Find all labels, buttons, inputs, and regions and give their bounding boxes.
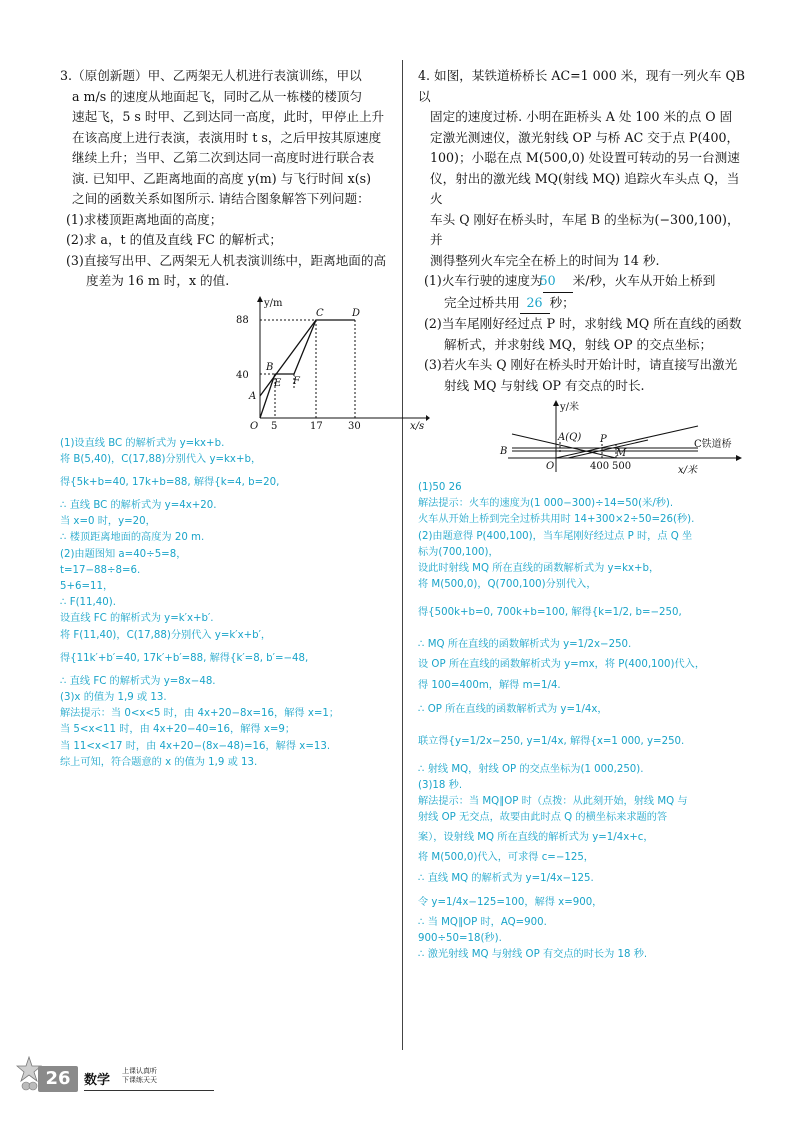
q3-answer-line: 当 x=0 时，y=20，	[60, 516, 156, 528]
q4-part-1-mid: 米/秒，火车从开始上桥到	[572, 273, 716, 288]
q3-y-tick-88: 88	[236, 314, 249, 326]
footer-tagline-1: 上课认真听	[122, 1067, 157, 1075]
q4-part-1-pre: (1)火车行驶的速度为	[424, 273, 543, 288]
q3-line: 之间的函数关系如图所示. 请结合图象解答下列问题：	[72, 191, 370, 206]
q3-x-tick-5: 5	[271, 420, 278, 430]
q3-line: 继续上升；当甲、乙第二次到达同一高度时进行联合表	[72, 150, 375, 165]
q3-answer-line: 得{5k+b=40, 17k+b=88, 解得{k=4, b=20,	[60, 476, 280, 488]
q3-x-tick-17: 17	[310, 420, 323, 430]
q4-x-label: x/米	[678, 465, 698, 476]
q4-line: 100)；小聪在点 M(500,0) 处设置可转动的另一台测速	[430, 150, 740, 165]
q3-x-tick-30: 30	[348, 420, 361, 430]
q4-part-1-post: 秒；	[549, 294, 575, 310]
q4-answer-line: 令 y=1/4x−125=100，解得 x=900，	[418, 896, 603, 908]
q4-label-a-q: A(Q)	[558, 432, 582, 443]
q3-x-label: x/s	[410, 420, 425, 430]
q3-answer-line: t=17−88÷8=6.	[60, 564, 141, 576]
q4-answer-line: ∴ 射线 MQ，射线 OP 的交点坐标为(1 000,250).	[418, 763, 644, 775]
q4-answer-line: 设 OP 所在直线的函数解析式为 y=mx，将 P(400,100)代入，	[418, 659, 706, 671]
q4-answer-line: ∴ MQ 所在直线的函数解析式为 y=1/2x−250.	[418, 639, 632, 651]
q4-label-500: 500	[612, 461, 632, 472]
q3-answer-line: ∴ 楼顶距离地面的高度为 20 m.	[60, 532, 205, 544]
q4-part-1-line2: 完全过桥共用	[444, 294, 520, 310]
q3-answer-line: (1)设直线 BC 的解析式为 y=kx+b.	[60, 437, 225, 449]
q3-part-3: (3)直接写出甲、乙两架无人机表演训练中，距离地面的高度差为 16 m 时，x 的值.	[66, 252, 387, 288]
q4-answer-line: ∴ OP 所在直线的函数解析式为 y=1/4x，	[418, 703, 608, 715]
subject-label: 数学	[84, 1073, 111, 1088]
question-3	[60, 66, 425, 771]
q4-part-1-cont	[418, 293, 748, 315]
q3-answer-line: (3)x 的值为 1,9 或 13.	[60, 691, 167, 703]
q4-answer-line: 火车从开始上桥到完全过桥共用时 14+300×2÷50=26(秒).	[418, 514, 695, 526]
q4-label-p: P	[600, 434, 607, 445]
q3-line: 演. 已知甲、乙距离地面的高度 y(m) 与飞行时间 x(s)	[72, 170, 371, 186]
q4-answer-line: 得{500k+b=0, 700k+b=100, 解得{k=1/2, b=−250,	[418, 607, 682, 619]
q4-answer-line: (2)由题意得 P(400,100)，当车尾刚好经过点 P 时，点 Q 坐	[418, 530, 693, 542]
question-3-answer	[60, 436, 390, 771]
q3-point-c: C	[316, 307, 324, 319]
q4-fill-time: 26	[520, 293, 550, 315]
q4-answer-line: 射线 OP 无交点，故要由此时点 Q 的横坐标来求题的答	[418, 812, 668, 824]
q4-answer-line: (3)18 秒.	[418, 779, 463, 791]
question-4-stem	[418, 66, 748, 396]
q3-answer-line: 将 B(5,40)，C(17,88)分别代入 y=kx+b，	[60, 453, 262, 465]
q4-answer-line: (1)50 26	[418, 482, 462, 493]
q4-answer-line: ∴ 当 MQ∥OP 时，AQ=900.	[418, 916, 547, 928]
q4-part-2: (2)当车尾刚好经过点 P 时，求射线 MQ 所在直线的函数解析式，并求射线 MQ，射线 OP 的交点坐标；	[424, 316, 742, 352]
question-4	[418, 66, 748, 963]
q4-answer-line: 设此时射线 MQ 所在直线的函数解析式为 y=kx+b，	[418, 563, 660, 575]
q3-part-2: (2)求 a，t 的值及直线 FC 的解析式；	[66, 232, 282, 247]
q3-graph	[230, 296, 430, 430]
q3-point-a: A	[249, 390, 257, 402]
q3-answer-line: (2)由题图知 a=40÷5=8，	[60, 548, 187, 560]
q3-part-1: (1)求楼顶距离地面的高度；	[66, 211, 223, 227]
question-4-answer	[418, 480, 748, 963]
q3-y-tick-40: 40	[236, 369, 249, 381]
q4-answer-line: ∴ 激光射线 MQ 与射线 OP 有交点的时长为 18 秒.	[418, 949, 648, 961]
q4-label-o: O	[546, 461, 555, 472]
q3-answer-line: 当 5<x<11 时，由 4x+20−40=16，解得 x=9；	[60, 724, 296, 736]
q4-bridge-label: C铁道桥	[694, 439, 732, 450]
q4-answer-line: 解法提示：当 MQ∥OP 时（点拨：从此刻开始，射线 MQ 与	[418, 796, 688, 808]
q3-point-d: D	[352, 307, 361, 319]
q3-point-b: B	[266, 361, 274, 373]
q4-y-label: y/米	[560, 402, 580, 413]
q4-label-400: 400	[590, 461, 610, 472]
q3-point-e: E	[274, 377, 282, 389]
q3-origin: O	[250, 420, 259, 430]
footer-tagline-2: 下课练天天	[122, 1076, 157, 1084]
q3-answer-line: ∴ 直线 BC 的解析式为 y=4x+20.	[60, 499, 217, 511]
q3-line: 3.（原创新题）甲、乙两架无人机进行表演训练，甲以	[60, 68, 362, 83]
q4-answer-line: ∴ 直线 MQ 的解析式为 y=1/4x−125.	[418, 872, 594, 884]
q4-line: 车头 Q 刚好在桥头时，车尾 B 的坐标为(−300,100)，并	[430, 211, 740, 247]
q3-answer-line: ∴ 直线 FC 的解析式为 y=8x−48.	[60, 675, 216, 687]
q4-answer-line: 得 100=400m，解得 m=1/4.	[418, 679, 561, 691]
column-divider	[402, 60, 403, 1050]
q4-answer-line: 将 M(500,0)代入，可求得 c=−125，	[418, 852, 594, 864]
q4-part-3: (3)若火车头 Q 刚好在桥头时开始计时，请直接写出激光射线 MQ 与射线 OP 有交点的时长.	[424, 357, 738, 393]
q3-answer-line: 设直线 FC 的解析式为 y=k′x+b′.	[60, 613, 214, 625]
q4-answer-line: 案），设射线 MQ 所在直线的解析式为 y=1/4x+c，	[418, 832, 654, 844]
q4-part-1	[418, 271, 748, 293]
q4-line: 测得整列火车完全在桥上的时间为 14 秒.	[430, 252, 660, 268]
q4-answer-line: 900÷50=18(秒).	[418, 932, 502, 944]
q3-point-f: F	[293, 375, 300, 387]
q4-answer-line: 标为(700,100)，	[418, 546, 499, 558]
q4-line: 固定的速度过桥. 小明在距桥头 A 处 100 米的点 O 固	[430, 109, 733, 124]
q4-label-b: B	[500, 446, 508, 457]
q3-answer-line: 得{11k′+b′=40, 17k′+b′=88, 解得{k′=8, b′=−48,	[60, 652, 309, 664]
q4-label-m: M	[616, 448, 627, 459]
page-number: 26	[38, 1066, 78, 1092]
q3-y-label: y/m	[264, 297, 283, 309]
q4-line: 定激光测速仪，激光射线 OP 与桥 AC 交于点 P(400，	[430, 129, 740, 145]
question-3-stem	[60, 66, 390, 292]
q4-graph	[498, 400, 748, 476]
q4-answer-line: 将 M(500,0)，Q(700,100)分别代入，	[418, 579, 597, 591]
q4-answer-line: 解法提示：火车的速度为(1 000−300)÷14=50(米/秒).	[418, 498, 674, 510]
q3-answer-line: 解法提示：当 0<x<5 时，由 4x+20−8x=16，解得 x=1；	[60, 708, 340, 720]
q4-fill-speed: 50	[543, 271, 573, 293]
q4-line: 仪，射出的激光线 MQ(射线 MQ) 追踪火车头点 Q，当火	[430, 170, 740, 206]
q3-answer-line: 5+6=11，	[60, 580, 114, 592]
q3-line: a m/s 的速度从地面起飞，同时乙从一栋楼的楼顶匀	[72, 88, 363, 104]
footer-rule	[84, 1090, 214, 1091]
q3-answer-line: 综上可知，符合题意的 x 的值为 1,9 或 13.	[60, 756, 258, 768]
q4-answer-line: 联立得{y=1/2x−250, y=1/4x, 解得{x=1 000, y=250.	[418, 735, 685, 747]
q3-line: 在该高度上进行表演，表演用时 t s，之后甲按其原速度	[72, 129, 382, 145]
footer-tagline	[122, 1067, 157, 1085]
q3-answer-line: ∴ F(11,40).	[60, 597, 116, 609]
q3-answer-line: 当 11<x<17 时，由 4x+20−(8x−48)=16，解得 x=13.	[60, 740, 331, 752]
q4-line: 4. 如图，某铁道桥桥长 AC=1 000 米，现有一列火车 QB 以	[418, 68, 746, 104]
q3-answer-line: 将 F(11,40)，C(17,88)分别代入 y=k′x+b′，	[60, 629, 272, 641]
q3-line: 速起飞，5 s 时甲、乙到达同一高度，此时，甲停止上升	[72, 109, 385, 124]
